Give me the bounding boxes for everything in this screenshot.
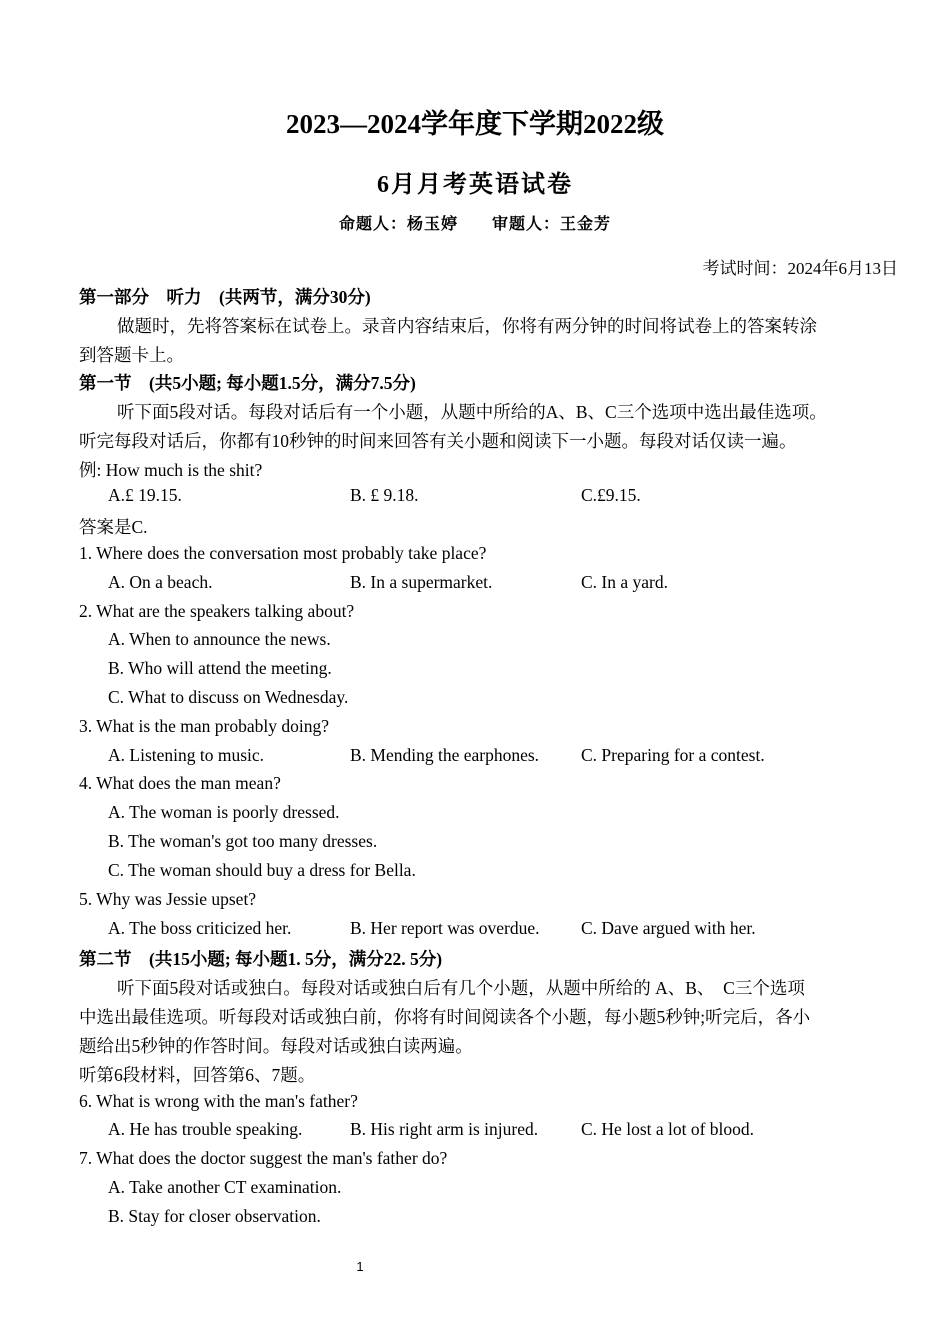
question-3: 3. What is the man probably doing? [79,716,329,736]
q1-option-c: C. In a yard. [581,572,668,592]
example-question: 例: How much is the shit? [79,460,263,480]
exam-title: 2023—2024学年度下学期2022级 [286,109,664,139]
example-answer: 答案是C. [79,517,148,537]
exam-subtitle: 6月月考英语试卷 [377,172,573,198]
q2-option-a: A. When to announce the news. [108,629,331,649]
q7-option-b: B. Stay for closer observation. [108,1206,321,1226]
question-1: 1. Where does the conversation most probably take place? [79,543,487,563]
example-option-a: A.£ 19.15. [108,485,182,505]
section2-instruction-cont2: 题给出5秒钟的作答时间。每段对话或独白读两遍。 [79,1036,473,1056]
q2-option-c: C. What to discuss on Wednesday. [108,687,349,707]
q4-option-b: B. The woman's got too many dresses. [108,831,378,851]
question-6: 6. What is wrong with the man's father? [79,1091,358,1111]
q2-option-b: B. Who will attend the meeting. [108,658,332,678]
section2-instruction: 听下面5段对话或独白。每段对话或独白后有几个小题，从题中所给的 A、B、 C三个选项 [117,978,805,998]
exam-time: 考试时间：2024年6月13日 [702,259,898,278]
section2-instruction-cont: 中选出最佳选项。听每段对话或独白前，你将有时间阅读各个小题，每小题5秒钟;听完后，各小 [79,1007,811,1027]
exam-authors: 命题人：杨玉婷 审题人：王金芳 [338,216,611,233]
q3-option-c: C. Preparing for a contest. [581,745,765,765]
part1-instruction: 做题时，先将答案标在试卷上。录音内容结束后，你将有两分钟的时间将试卷上的答案转涂 [117,316,817,336]
q4-option-a: A. The woman is poorly dressed. [108,802,340,822]
q1-option-a: A. On a beach. [108,572,213,592]
q5-option-a: A. The boss criticized her. [108,918,292,938]
q5-option-c: C. Dave argued with her. [581,918,756,938]
section1-instruction-cont: 听完每段对话后，你都有10秒钟的时间来回答有关小题和阅读下一小题。每段对话仅读一遍。 [79,431,797,451]
material-6-label: 听第6段材料，回答第6、7题。 [79,1065,316,1085]
q3-option-a: A. Listening to music. [108,745,265,765]
q6-option-a: A. He has trouble speaking. [108,1119,303,1139]
q4-option-c: C. The woman should buy a dress for Bella. [108,860,416,880]
example-option-b: B. £ 9.18. [350,485,419,505]
q6-option-c: C. He lost a lot of blood. [581,1119,755,1139]
example-option-c: C.£9.15. [581,485,641,505]
q7-option-a: A. Take another CT examination. [108,1177,342,1197]
q1-option-b: B. In a supermarket. [350,572,493,592]
page-number: 1 [356,1259,364,1274]
section2-heading: 第二节 (共15小题; 每小题1. 5分，满分22. 5分) [79,949,443,969]
section1-instruction: 听下面5段对话。每段对话后有一个小题，从题中所给的A、B、C三个选项中选出最佳选项。 [117,402,827,422]
q6-option-b: B. His right arm is injured. [350,1119,539,1139]
question-5: 5. Why was Jessie upset? [79,889,257,909]
question-7: 7. What does the doctor suggest the man's father do? [79,1148,448,1168]
q5-option-b: B. Her report was overdue. [350,918,540,938]
question-4: 4. What does the man mean? [79,773,281,793]
section1-heading: 第一节 (共5小题; 每小题1.5分，满分7.5分) [79,373,416,393]
part1-instruction-cont: 到答题卡上。 [79,345,184,365]
q3-option-b: B. Mending the earphones. [350,745,540,765]
part1-heading: 第一部分 听力 (共两节，满分30分) [79,287,371,307]
question-2: 2. What are the speakers talking about? [79,601,355,621]
